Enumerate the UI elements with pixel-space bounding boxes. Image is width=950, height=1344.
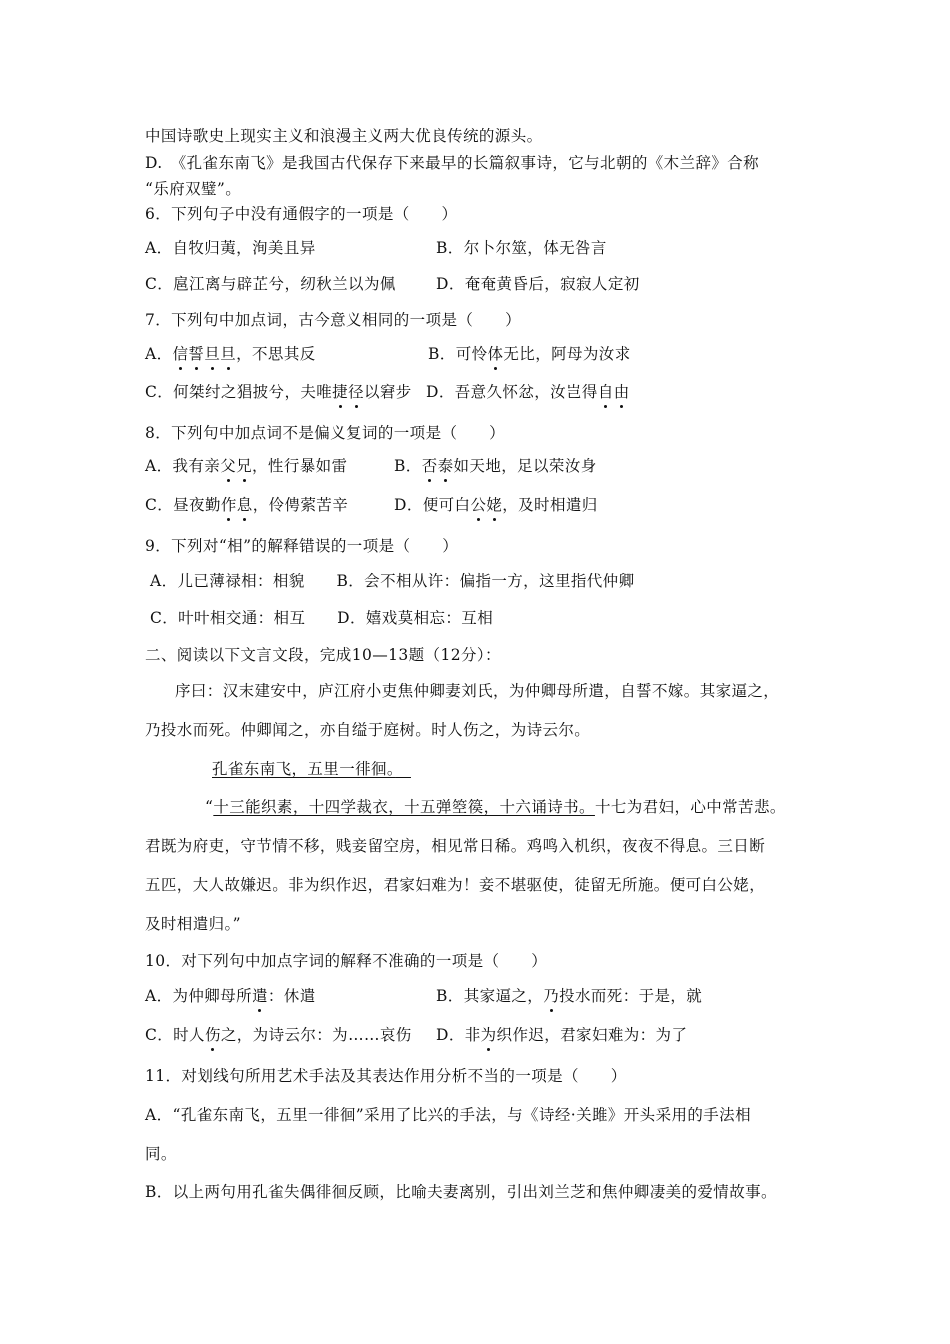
dotted-text (598, 383, 630, 401)
dotted-word (205, 1026, 221, 1044)
option-7a (145, 344, 316, 364)
dotted-char: 遣 (252, 987, 268, 1005)
dotted-char: 作 (220, 496, 237, 514)
dotted-char: 信 (172, 345, 189, 363)
question-6: 6．下列句子中没有通假字的一项是（ ） (145, 205, 458, 223)
dotted-char: 自 (597, 383, 614, 401)
passage-line (205, 797, 786, 817)
dotted-char: 否 (421, 457, 438, 475)
section-heading: 二、阅读以下文言文段，完成10—13题（12分）： (145, 646, 501, 664)
option-text: ，伶俜萦苦辛 (252, 496, 349, 514)
option-text: C．何桀纣之猖披兮，夫唯 (145, 383, 333, 401)
option-text: ，及时相遣归 (502, 496, 598, 514)
dotted-text (332, 383, 364, 401)
underlined-text: 孔雀东南飞，五里一徘徊。 (212, 760, 396, 778)
dotted-char: 姥 (486, 496, 503, 514)
option-text: 以窘步 (363, 383, 412, 401)
passage-line: 乃投水而死。仲卿闻之，亦自缢于庭树。时人伤之，为诗云尔。 (145, 721, 591, 739)
option-8b (394, 456, 597, 476)
option-7b (428, 344, 631, 364)
text-line: D. 《孔雀东南飞》是我国古代保存下来最早的长篇叙事诗，它与北朝的《木兰辞》合称 (145, 154, 760, 172)
dotted-char: 由 (613, 383, 630, 401)
option-6d: D．奄奄黄昏后，寂寂人定初 (436, 275, 640, 293)
option-text: ，性行暴如雷 (252, 457, 348, 475)
option-6b: B．尔卜尔筮，体无咎言 (436, 239, 607, 257)
dotted-text (481, 1026, 497, 1044)
option-8c (145, 495, 348, 515)
option-7d (426, 382, 630, 402)
dotted-word (221, 496, 253, 514)
dotted-word (488, 345, 504, 363)
question-9: 9．下列对“相”的解释错误的一项是（ ） (145, 537, 459, 555)
option-text: C．昼夜勤 (145, 496, 221, 514)
option-text: B． (394, 457, 422, 475)
option-text: A．为仲卿母所 (145, 987, 252, 1005)
option-text: 无比，阿母为汝求 (503, 345, 631, 363)
passage-underlined-line (212, 759, 411, 779)
dotted-char: 誓 (188, 345, 205, 363)
option-8d (394, 495, 598, 515)
dotted-text (221, 496, 253, 514)
dotted-char: 兄 (236, 457, 253, 475)
passage-line: 五匹，大人故嫌迟。非为织作迟，君家妇难为！妾不堪驱使，徒留无所施。便可白公姥， (145, 876, 766, 894)
dotted-word (543, 987, 559, 1005)
option-7c (145, 382, 412, 402)
dotted-text (220, 457, 252, 475)
option-10c (145, 1025, 412, 1045)
dotted-text (252, 987, 268, 1005)
dotted-char: 体 (487, 345, 504, 363)
option-11b: B．以上两句用孔雀失偶徘徊反顾，比喻夫妻离别，引出刘兰芝和焦仲卿凄美的爱情故事。 (145, 1183, 777, 1201)
option-9cd: C．叶叶相交通：相互 D．嬉戏莫相忘：互相 (150, 609, 494, 627)
passage-line: 君既为府吏，守节情不移，贱妾留空房，相见常日稀。鸡鸣入机织，夜夜不得息。三日断 (145, 837, 766, 855)
dotted-char: 息 (236, 496, 253, 514)
text-line: 中国诗歌史上现实主义和浪漫主义两大优良传统的源头。 (145, 127, 543, 145)
dotted-char: 公 (470, 496, 487, 514)
option-text: 投水而死：于是，就 (559, 987, 703, 1005)
quote-mark: “ (205, 798, 214, 816)
text-line: “乐府双璧”。 (145, 180, 242, 198)
dotted-char: 径 (348, 383, 364, 401)
option-11a-cont: 同。 (145, 1145, 177, 1163)
option-text: A．我有亲 (145, 457, 221, 475)
option-text: D．吾意久怀忿，汝岂得 (426, 383, 598, 401)
underlined-text: 十三能织素，十四学裁衣，十五弹箜篌，十六诵诗书。 (213, 798, 595, 816)
option-text: A． (145, 345, 173, 363)
dotted-word (252, 987, 268, 1005)
question-10: 10．对下列句中加点字词的解释不准确的一项是（ ） (145, 952, 548, 970)
option-6c: C．扈江离与辟芷兮，纫秋兰以为佩 (145, 275, 396, 293)
option-text: D．便可白 (394, 496, 471, 514)
option-text: ，不思其反 (236, 345, 316, 363)
dotted-text (470, 496, 502, 514)
option-6a: A．自牧归荑，洵美且异 (145, 239, 316, 257)
option-11a: A．“孔雀东南飞，五里一徘徊”采用了比兴的手法，与《诗经·关雎》开头采用的手法相 (145, 1106, 751, 1124)
dotted-char: 伤 (204, 1026, 221, 1044)
dotted-char: 捷 (332, 383, 349, 401)
dotted-word (598, 383, 630, 401)
option-text: 之，为诗云尔：为……哀伤 (220, 1026, 412, 1044)
dotted-word (173, 345, 237, 363)
dotted-text (543, 987, 559, 1005)
option-10a (145, 986, 316, 1006)
option-text: 织作迟，君家妇难为：为了 (496, 1026, 688, 1044)
option-10b (436, 986, 702, 1006)
dotted-char: 为 (480, 1026, 497, 1044)
option-text: ：休遣 (267, 987, 316, 1005)
option-text: 如天地，足以荣汝身 (453, 457, 597, 475)
passage-text: 十七为君妇，心中常苦悲。 (594, 798, 786, 816)
passage-line: 及时相遣归。” (145, 915, 241, 933)
dotted-text (488, 345, 504, 363)
dotted-word (220, 457, 252, 475)
dotted-text (422, 457, 454, 475)
option-text: B．可怜 (428, 345, 488, 363)
dotted-text (173, 345, 237, 363)
dotted-word (422, 457, 454, 475)
dotted-word (470, 496, 502, 514)
question-8: 8．下列句中加点词不是偏义复词的一项是（ ） (145, 424, 506, 442)
dotted-char: 乃 (543, 987, 560, 1005)
dotted-word (481, 1026, 497, 1044)
dotted-char: 父 (220, 457, 237, 475)
dotted-char: 泰 (437, 457, 454, 475)
option-10d (436, 1025, 687, 1045)
option-8a (145, 456, 347, 476)
dotted-char: 旦 (204, 345, 221, 363)
question-11: 11．对划线句所用艺术手法及其表达作用分析不当的一项是（ ） (145, 1067, 627, 1085)
underline-tail (395, 760, 411, 778)
option-text: D．非 (436, 1026, 481, 1044)
option-text: B．其家逼之， (436, 987, 544, 1005)
passage-line: 序曰：汉末建安中，庐江府小吏焦仲卿妻刘氏，为仲卿母所遣，自誓不嫁。其家逼之， (175, 682, 780, 700)
question-7: 7．下列句中加点词，古今意义相同的一项是（ ） (145, 311, 521, 329)
dotted-text (205, 1026, 221, 1044)
option-text: C．时人 (145, 1026, 205, 1044)
dotted-char: 旦 (220, 345, 237, 363)
option-9ab: A．儿已薄禄相：相貌 B．会不相从许：偏指一方，这里指代仲卿 (150, 572, 635, 590)
dotted-word (332, 383, 364, 401)
